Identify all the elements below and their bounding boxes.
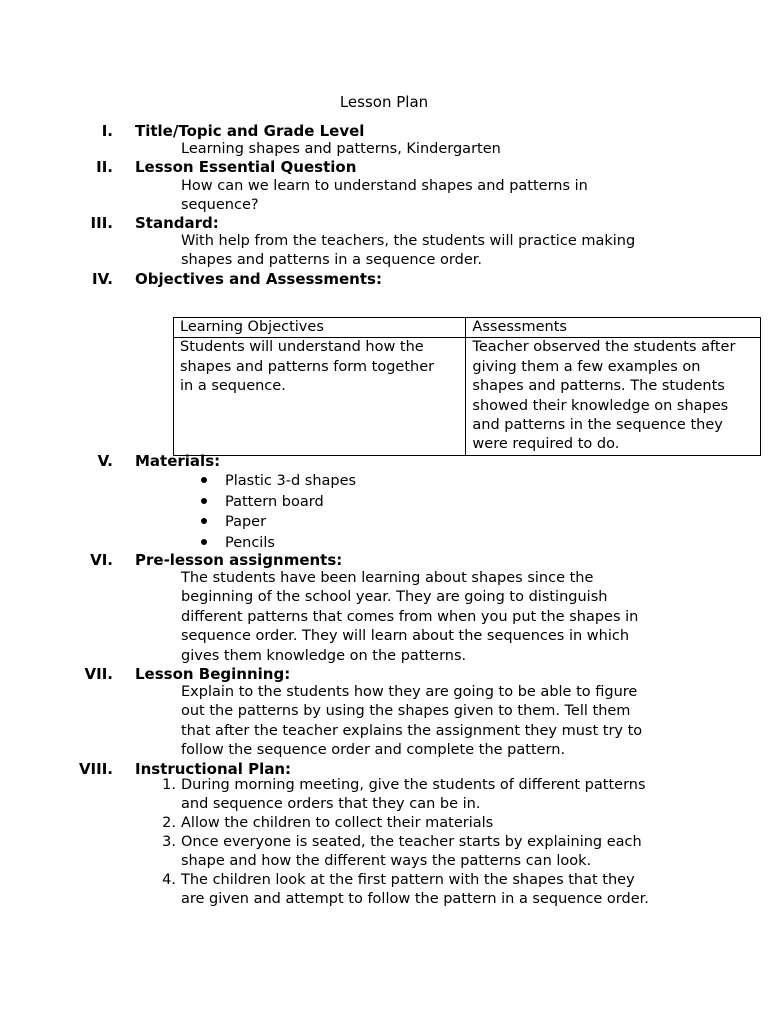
section-body — [181, 569, 681, 666]
text-line: Allow the children to collect their materials — [181, 815, 494, 831]
table-header-cell: Learning Objectives — [174, 318, 466, 338]
text-line: shape and how the different ways the patterns can look. — [181, 853, 592, 870]
section-pre-lesson — [0, 551, 768, 571]
table-cell-assessment — [466, 338, 761, 455]
table-cell-objective — [174, 338, 466, 455]
text-line: With help from the teachers, the students will practice making — [181, 233, 636, 249]
cell-line: giving them a few examples on — [472, 358, 701, 375]
list-item-number: 4. — [162, 872, 176, 888]
section-number: V. — [97, 452, 113, 470]
list-item-number: 2. — [162, 815, 176, 831]
section-heading: Lesson Beginning: — [135, 665, 291, 683]
cell-line: were required to do. — [472, 436, 620, 453]
section-body — [181, 683, 681, 761]
section-body — [181, 232, 681, 271]
text-line: Learning shapes and patterns, Kindergarten — [181, 141, 501, 157]
section-objectives — [0, 270, 768, 290]
section-number: VII. — [84, 665, 113, 683]
list-item-text: Paper — [225, 514, 267, 530]
section-number: VI. — [90, 551, 113, 569]
text-line: sequence order. They will learn about the sequences in which — [181, 628, 630, 645]
section-body — [181, 140, 681, 159]
cell-line: in a sequence. — [180, 378, 286, 395]
section-body — [181, 177, 681, 216]
cell-line: showed their knowledge on shapes — [472, 397, 729, 414]
text-line: that after the teacher explains the assignment they must try to — [181, 722, 643, 739]
section-lesson-beginning — [0, 665, 768, 685]
section-number: II. — [96, 158, 113, 176]
list-item-number: 1. — [162, 777, 176, 793]
section-heading: Title/Topic and Grade Level — [135, 122, 365, 140]
section-materials — [0, 452, 768, 472]
text-line: and sequence orders that they can be in. — [181, 796, 481, 813]
cell-line: shapes and patterns. The students — [472, 378, 725, 395]
list-item-text — [181, 833, 642, 872]
section-heading: Standard: — [135, 214, 219, 232]
table-header-cell: Assessments — [466, 318, 761, 338]
list-item-text — [181, 814, 493, 833]
list-item-text: Pencils — [225, 534, 275, 551]
text-line: Once everyone is seated, the teacher starts by explaining each — [181, 834, 642, 850]
cell-line: and patterns in the sequence they — [472, 417, 723, 434]
bullet-icon — [201, 539, 207, 545]
text-line: follow the sequence order and complete the pattern. — [181, 742, 566, 759]
objectives-table — [173, 317, 761, 456]
text-line: During morning meeting, give the students of different patterns — [181, 777, 646, 793]
text-line: How can we learn to understand shapes and patterns in — [181, 178, 588, 194]
text-line: The students have been learning about shapes since the — [181, 570, 594, 586]
table-header-row — [174, 318, 761, 338]
bullet-icon — [201, 518, 207, 524]
section-heading: Objectives and Assessments: — [135, 270, 382, 288]
bullet-icon — [201, 498, 207, 504]
bullet-icon — [201, 477, 207, 483]
list-item-text — [181, 776, 646, 815]
text-line: gives them knowledge on the patterns. — [181, 647, 467, 664]
list-item-text — [181, 871, 649, 910]
section-title-topic — [0, 122, 768, 142]
section-heading: Instructional Plan: — [135, 760, 292, 778]
text-line: beginning of the school year. They are going to distinguish — [181, 589, 608, 606]
table-row — [174, 338, 761, 455]
section-number: I. — [101, 122, 113, 140]
text-line: Explain to the students how they are going to be able to figure — [181, 684, 638, 700]
text-line: out the patterns by using the shapes given to them. Tell them — [181, 703, 631, 720]
list-item-number: 3. — [162, 834, 176, 850]
cell-line: shapes and patterns form together — [180, 358, 435, 375]
text-line: are given and attempt to follow the pattern in a sequence order. — [181, 891, 649, 908]
section-standard — [0, 214, 768, 234]
cell-line: Students will understand how the — [180, 339, 424, 356]
text-line: shapes and patterns in a sequence order. — [181, 252, 482, 269]
section-heading: Materials: — [135, 452, 221, 470]
document-title: Lesson Plan — [339, 93, 429, 111]
list-item-text: Pattern board — [225, 493, 324, 510]
cell-line: Teacher observed the students after — [472, 339, 736, 356]
text-line: different patterns that comes from when you put the shapes in — [181, 608, 639, 625]
text-line: The children look at the first pattern with the shapes that they — [181, 872, 635, 888]
section-heading: Lesson Essential Question — [135, 158, 357, 176]
section-heading: Pre-lesson assignments: — [135, 551, 343, 569]
text-line: sequence? — [181, 197, 259, 214]
section-number: VIII. — [78, 760, 113, 778]
section-number: IV. — [92, 270, 113, 288]
list-item-text: Plastic 3-d shapes — [225, 473, 357, 489]
section-essential-question — [0, 158, 768, 178]
section-number: III. — [90, 214, 113, 232]
